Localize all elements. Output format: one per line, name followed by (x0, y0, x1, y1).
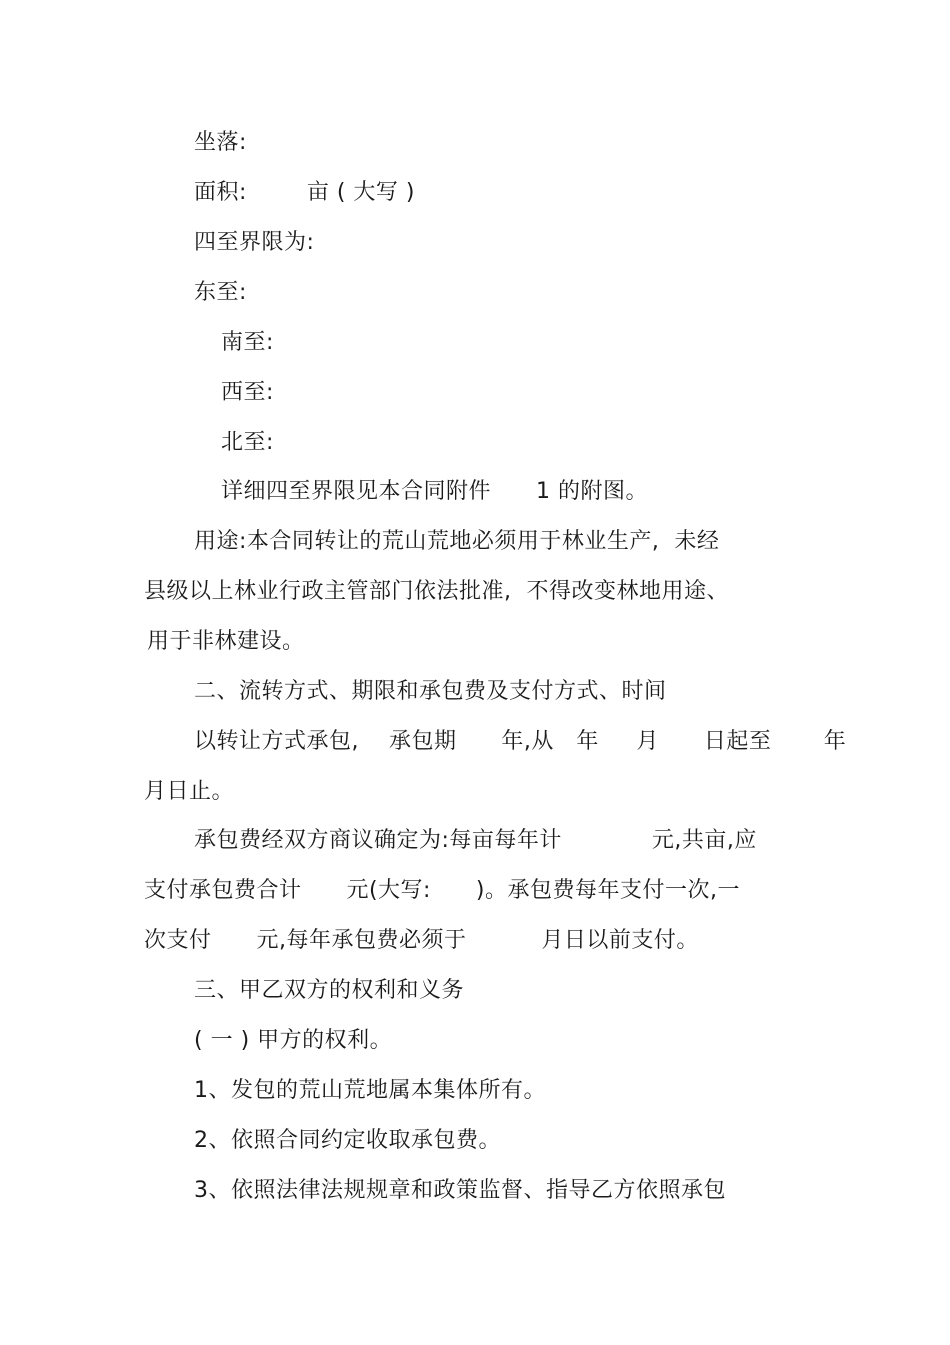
east-boundary: 东至: (194, 280, 247, 305)
usage-paragraph-line-3: 用于非林建设。 (147, 629, 305, 654)
section-two-heading: 二、流转方式、期限和承包费及支付方式、时间 (194, 679, 667, 704)
term-paragraph-line-2: 月日止。 (144, 779, 235, 804)
boundary-detail-note: 详细四至界限见本合同附件 1 的附图。 (221, 479, 648, 504)
usage-paragraph-line-2: 县级以上林业行政主管部门依法批准, 不得改变林地用途、 (144, 579, 729, 604)
area-line: 面积: 亩 ( 大写 ) (194, 180, 416, 205)
location-line: 坐落: (194, 130, 247, 155)
south-boundary: 南至: (221, 330, 274, 355)
fee-paragraph-line-3: 次支付 元,每年承包费必须于 月日以前支付。 (144, 928, 699, 953)
right-item-1: 1、发包的荒山荒地属本集体所有。 (194, 1078, 546, 1103)
party-a-rights-heading: ( 一 ) 甲方的权利。 (194, 1028, 393, 1053)
fee-paragraph-line-1: 承包费经双方商议确定为:每亩每年计 元,共亩,应 (194, 828, 757, 853)
boundary-heading: 四至界限为: (194, 230, 315, 255)
north-boundary: 北至: (221, 430, 274, 455)
right-item-2: 2、依照合同约定收取承包费。 (194, 1128, 501, 1153)
right-item-3: 3、依照法律法规规章和政策监督、指导乙方依照承包 (194, 1178, 726, 1203)
west-boundary: 西至: (221, 380, 274, 405)
usage-paragraph-line-1: 用途:本合同转让的荒山荒地必须用于林业生产, 未经 (194, 529, 720, 554)
fee-paragraph-line-2: 支付承包费合计 元(大写: )。承包费每年支付一次,一 (144, 878, 740, 903)
section-three-heading: 三、甲乙双方的权利和义务 (194, 978, 465, 1003)
term-paragraph-line-1: 以转让方式承包, 承包期 年,从 年 月 日起至 年 (194, 729, 847, 754)
